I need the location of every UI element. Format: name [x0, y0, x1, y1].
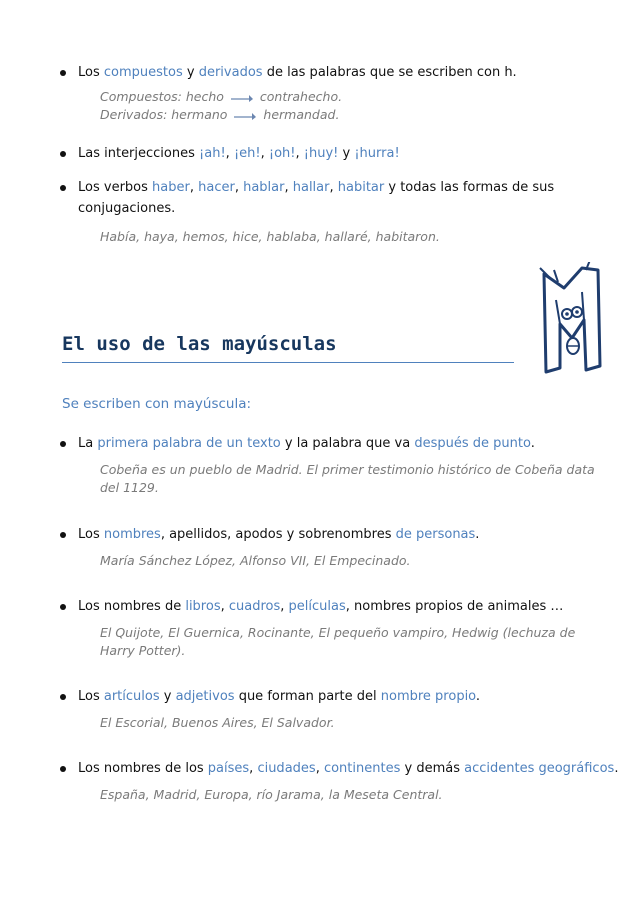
rule-verbos-cont: conjugaciones.	[78, 201, 176, 216]
bullet-icon	[60, 70, 66, 76]
example-text: El Quijote, El Guernica, Rocinante, El pequeño vampiro, Hedwig (lechuza de	[100, 625, 576, 640]
list-item: Los nombres, apellidos, apodos y sobrenombres de personas.	[78, 527, 480, 542]
list-item: Los artículos y adjetivos que forman parte del nombre propio.	[78, 689, 481, 704]
example-derivados: Derivados: hermano hermandad.	[100, 107, 340, 122]
example-text: del 1129.	[100, 480, 159, 495]
example-text: El Escorial, Buenos Aires, El Salvador.	[100, 715, 335, 730]
rule-verbos: Los verbos haber, hacer, hablar, hallar, habitar y todas las formas de sus	[78, 180, 555, 195]
bullet-icon	[60, 694, 66, 700]
bullet-icon	[60, 441, 66, 447]
list-item: Los nombres de los países, ciudades, continentes y demás accidentes geográficos.	[78, 761, 619, 776]
list-item: La primera palabra de un texto y la palabra que va después de punto.	[78, 436, 535, 451]
bullet-icon	[60, 185, 66, 191]
example-text: Harry Potter).	[100, 643, 186, 658]
example-verbos: Había, haya, hemos, hice, hablaba, hallaré, habitaron.	[100, 229, 440, 244]
keyword: derivados	[198, 65, 263, 80]
letter-m-character-icon	[520, 262, 608, 378]
example-compuestos: Compuestos: hecho contrahecho.	[100, 89, 343, 104]
example-text: España, Madrid, Europa, río Jarama, la Meseta Central.	[100, 787, 443, 802]
example-text: María Sánchez López, Alfonso VII, El Empecinado.	[100, 553, 411, 568]
arrow-right-icon	[233, 111, 257, 121]
rule-compuestos-derivados: Los compuestos y derivados de las palabras que se escriben con h.	[78, 65, 517, 80]
example-text: Cobeña es un pueblo de Madrid. El primer testimonio histórico de Cobeña data	[100, 462, 595, 477]
keyword: compuestos	[103, 65, 183, 80]
section-title: El uso de las mayúsculas	[62, 333, 337, 355]
list-item: Los nombres de libros, cuadros, películas, nombres propios de animales …	[78, 599, 564, 614]
section-subtitle: Se escriben con mayúscula:	[62, 396, 252, 412]
bullet-icon	[60, 151, 66, 157]
heading-divider	[62, 362, 514, 363]
bullet-icon	[60, 532, 66, 538]
arrow-right-icon	[230, 93, 254, 103]
bullet-icon	[60, 766, 66, 772]
bullet-icon	[60, 604, 66, 610]
rule-interjecciones: Las interjecciones ¡ah!, ¡eh!, ¡oh!, ¡huy! y ¡hurra!	[78, 146, 400, 161]
